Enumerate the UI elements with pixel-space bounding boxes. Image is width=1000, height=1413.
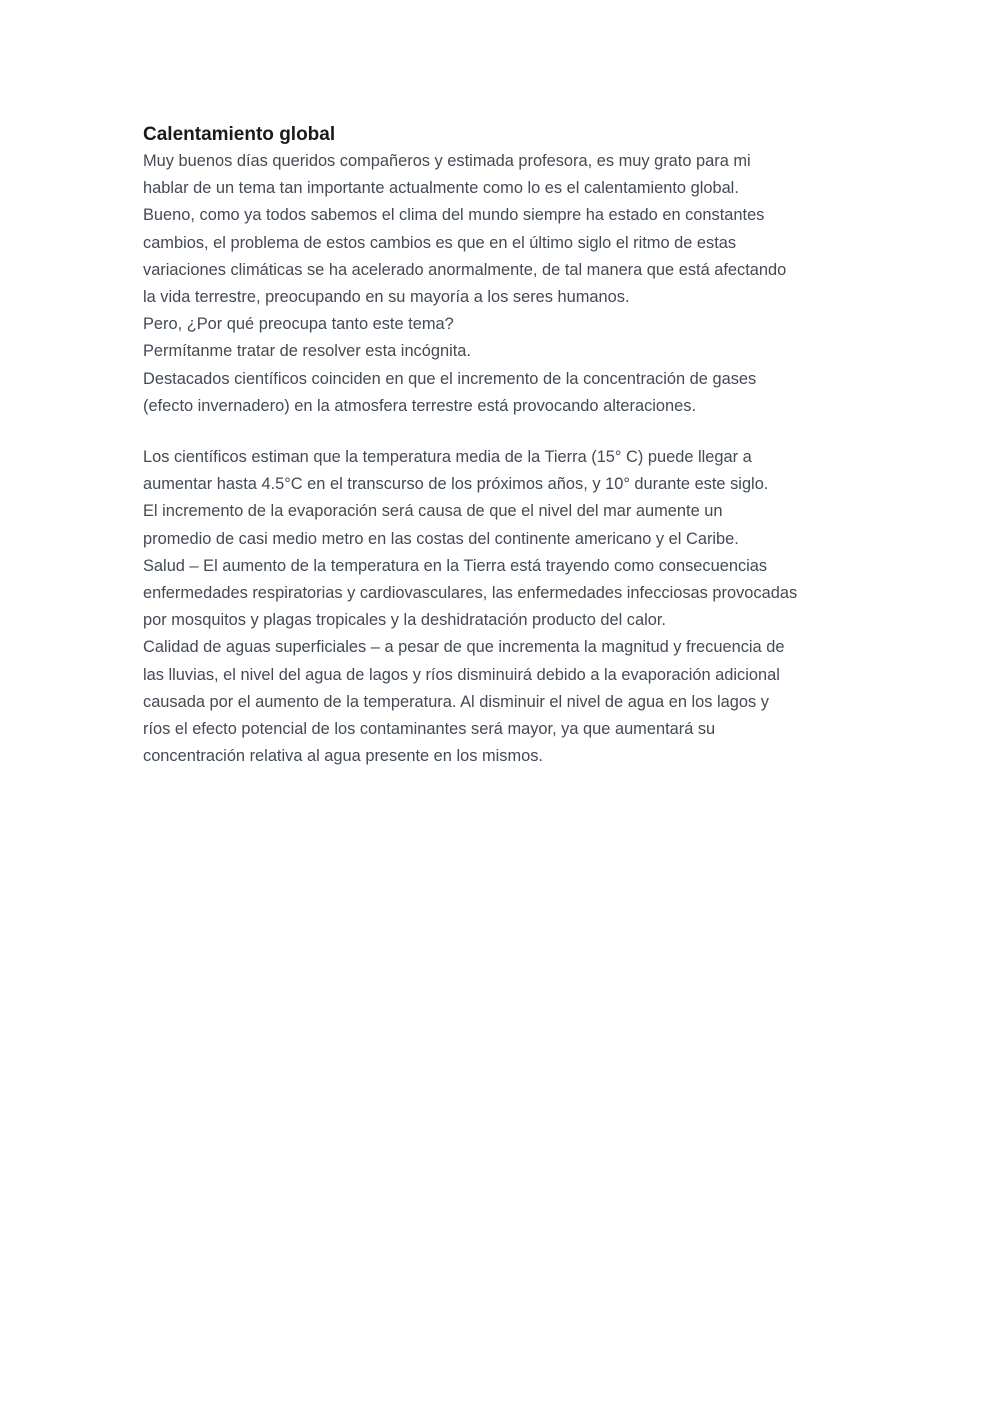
paragraph-block-2 xyxy=(143,444,873,770)
text-line: Muy buenos días queridos compañeros y estimada profesora, es muy grato para mi xyxy=(143,152,751,170)
text-line: cambios, el problema de estos cambios es que en el último siglo el ritmo de estas xyxy=(143,233,737,252)
text-line: las lluvias, el nivel del agua de lagos y ríos disminuirá debido a la evaporación adicional xyxy=(143,665,780,684)
text-line: Pero, ¿Por qué preocupa tanto este tema? xyxy=(143,315,454,334)
text-line: Destacados científicos coinciden en que el incremento de la concentración de gases xyxy=(143,369,757,388)
text-line: concentración relativa al agua presente en los mismos. xyxy=(143,747,543,766)
document-body xyxy=(143,121,873,770)
text-line: hablar de un tema tan importante actualmente como lo es el calentamiento global. xyxy=(143,179,739,198)
text-line: ríos el efecto potencial de los contaminantes será mayor, ya que aumentará su xyxy=(143,720,716,739)
text-line: enfermedades respiratorias y cardiovasculares, las enfermedades infecciosas provocadas xyxy=(143,584,798,603)
text-line: Los científicos estiman que la temperatura media de la Tierra (15° C) puede llegar a xyxy=(143,448,752,467)
text-line: promedio de casi medio metro en las costas del continente americano y el Caribe. xyxy=(143,529,739,548)
text-line: Bueno, como ya todos sabemos el clima del mundo siempre ha estado en constantes xyxy=(143,206,765,225)
paragraph-gap xyxy=(143,420,873,444)
document-title: Calentamiento global xyxy=(143,124,336,145)
text-line: (efecto invernadero) en la atmosfera terrestre está provocando alteraciones. xyxy=(143,396,697,415)
text-line: variaciones climáticas se ha acelerado anormalmente, de tal manera que está afectando xyxy=(143,260,787,279)
text-line: la vida terrestre, preocupando en su mayoría a los seres humanos. xyxy=(143,288,630,307)
text-line: Salud – El aumento de la temperatura en la Tierra está trayendo como consecuencias xyxy=(143,556,768,575)
text-line: causada por el aumento de la temperatura. Al disminuir el nivel de agua en los lagos y xyxy=(143,692,769,711)
text-line: aumentar hasta 4.5°C en el transcurso de los próximos años, y 10° durante este siglo. xyxy=(143,475,769,494)
text-line: Permítanme tratar de resolver esta incógnita. xyxy=(143,342,471,361)
text-line: El incremento de la evaporación será causa de que el nivel del mar aumente un xyxy=(143,502,723,521)
text-line: por mosquitos y plagas tropicales y la deshidratación producto del calor. xyxy=(143,611,666,630)
paragraph-block-1 xyxy=(143,148,873,420)
text-line: Calidad de aguas superficiales – a pesar de que incrementa la magnitud y frecuencia de xyxy=(143,638,785,657)
